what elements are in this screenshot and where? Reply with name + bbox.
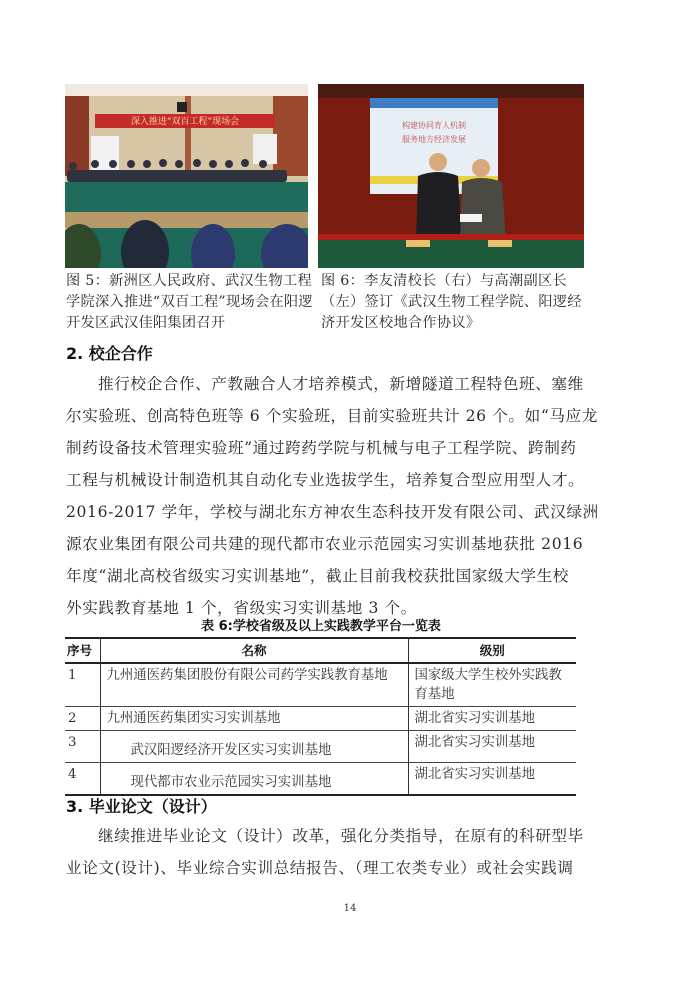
table-6-caption: 表 6:学校省级及以上实践教学平台一览表 (201, 619, 441, 634)
practice-platform-table (65, 637, 576, 796)
screen-text-line-2: 服务地方经济发展 (402, 135, 466, 144)
cell-index: 3 (68, 735, 77, 750)
figure-6-caption: 图 6：李友清校长（右）与高潮副区长（左）签订《武汉生物工程学院、阳逻经济开发区校地合作协议》 (321, 273, 582, 331)
cell-level: 国家级大学生校外实践教育基地 (408, 663, 576, 707)
paragraph-line: 推行校企合作、产教融合人才培养模式，新增隧道工程特色班、塞维 (98, 375, 584, 393)
table-header-row (65, 638, 576, 663)
section-2-heading: 2. 校企合作 (66, 344, 153, 363)
signing-photo-image (318, 84, 584, 268)
paragraph-line: 年度“湖北高校省级实习实训基地”，截止目前我校获批国家级大学生校 (66, 567, 569, 585)
table-row (65, 763, 576, 796)
page-number: 14 (343, 903, 357, 914)
paragraph-line: 业论文(设计)、毕业综合实训总结报告、（理工农类专业）或社会实践调 (66, 859, 574, 877)
section-2-paragraph (66, 368, 599, 624)
cell-index: 2 (68, 711, 77, 726)
cell-name: 现代都市农业示范园实习实训基地 (100, 763, 408, 796)
paragraph-line: 继续推进毕业论文（设计）改革，强化分类指导，在原有的科研型毕 (98, 827, 584, 845)
cell-level: 湖北省实习实训基地 (408, 731, 576, 763)
banner-text: 深入推进“双百工程”现场会 (130, 117, 240, 127)
header-index: 序号 (67, 643, 93, 658)
table-row (65, 707, 576, 731)
paragraph-line: 制药设备技术管理实验班”通过跨药学院与机械与电子工程学院、跨制药 (66, 439, 577, 457)
figure-6-photo (318, 84, 584, 268)
section-3-heading: 3. 毕业论文（设计） (66, 797, 217, 816)
meeting-photo-image (65, 84, 308, 268)
cell-index: 1 (68, 668, 77, 683)
paragraph-line: 工程与机械设计制造机其自动化专业选拔学生，培养复合型应用型人才。 (66, 471, 585, 489)
cell-name: 武汉阳逻经济开发区实习实训基地 (100, 731, 408, 763)
paragraph-line: 外实践教育基地 1 个，省级实习实训基地 3 个。 (66, 599, 417, 617)
screen-text-line-1: 构建协同育人机制 (402, 121, 466, 130)
cell-level: 湖北省实习实训基地 (408, 707, 576, 731)
cell-level: 湖北省实习实训基地 (408, 763, 576, 796)
cell-name: 九州通医药集团股份有限公司药学实践教育基地 (100, 663, 408, 707)
table-row (65, 731, 576, 763)
header-level: 级别 (408, 638, 576, 663)
figure-5-photo (65, 84, 308, 268)
paragraph-line: 2016-2017 学年，学校与湖北东方神农生态科技开发有限公司、武汉绿洲 (66, 503, 599, 521)
cell-name: 九州通医药集团实习实训基地 (100, 707, 408, 731)
figure-5-caption: 图 5：新洲区人民政府、武汉生物工程学院深入推进“双百工程”现场会在阳逻开发区武汉佳阳集团召开 (66, 273, 313, 331)
header-name: 名称 (100, 638, 408, 663)
cell-index: 4 (68, 767, 77, 782)
paragraph-line: 尔实验班、创高特色班等 6 个实验班，目前实验班共计 26 个。如“马应龙 (66, 407, 598, 425)
paragraph-line: 源农业集团有限公司共建的现代都市农业示范园实习实训基地获批 2016 (66, 535, 584, 553)
section-3-paragraph (66, 820, 586, 884)
table-row (65, 663, 576, 707)
